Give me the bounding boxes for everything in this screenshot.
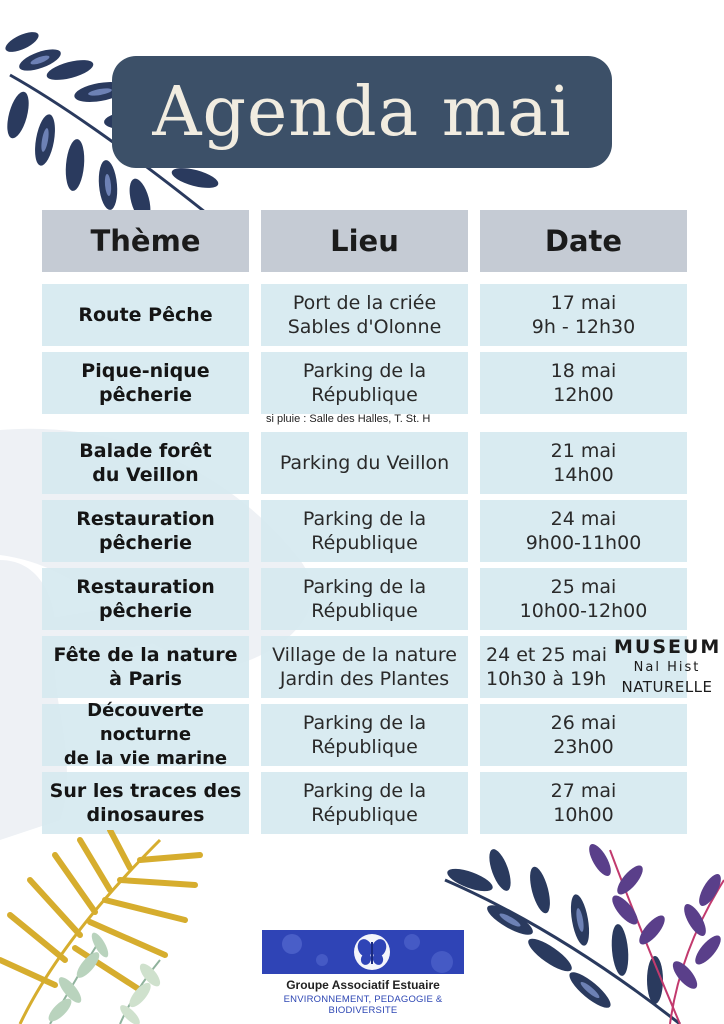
row-8-lieu bbox=[261, 772, 468, 834]
row-7-lieu-line-1: Parking de la bbox=[302, 712, 427, 734]
row-3-lieu bbox=[261, 432, 468, 494]
row-1-date-line-1: 17 mai bbox=[550, 292, 617, 314]
row-5-lieu bbox=[261, 568, 468, 630]
row-2-lieu bbox=[261, 352, 468, 414]
row-5-date bbox=[480, 568, 687, 630]
row-7-theme-line-2: de la vie marine bbox=[63, 748, 228, 769]
row-3-theme-line-1: Balade forêt bbox=[79, 440, 212, 462]
estuaire-logo bbox=[262, 930, 464, 974]
museum-logo-line-3: NATURELLE bbox=[621, 678, 713, 696]
row-7-theme-line-1: Découverte nocturne bbox=[87, 700, 204, 745]
museum-logo-line-1: MUSEUM bbox=[614, 636, 722, 658]
row-4-lieu-line-2: République bbox=[311, 532, 418, 554]
row-1-lieu-line-2: Sables d'Olonne bbox=[287, 316, 442, 338]
row-7-theme bbox=[42, 700, 249, 769]
row-2-date-line-1: 18 mai bbox=[550, 360, 617, 382]
row-8-date bbox=[480, 772, 687, 834]
row-5-theme-line-1: Restauration bbox=[76, 576, 215, 598]
footer-org-name: Groupe Associatif Estuaire bbox=[286, 978, 440, 992]
row-1-date bbox=[480, 284, 687, 346]
row-8-lieu-line-1: Parking de la bbox=[302, 780, 427, 802]
row-3-date-line-1: 21 mai bbox=[550, 440, 617, 462]
row-6-lieu-line-2: Jardin des Plantes bbox=[279, 668, 450, 690]
row-2-date-line-2: 12h00 bbox=[553, 384, 614, 406]
row-2-theme-line-2: pêcherie bbox=[99, 384, 192, 406]
row-6-date-line-2: 10h30 à 19h bbox=[486, 668, 607, 690]
row-4-lieu-line-1: Parking de la bbox=[302, 508, 427, 530]
header-theme: Thème bbox=[42, 210, 249, 272]
row-6-lieu bbox=[261, 636, 468, 698]
row-1-theme-line-1: Route Pêche bbox=[78, 304, 213, 326]
row-5-theme-line-2: pêcherie bbox=[99, 600, 192, 622]
row-8-theme-line-2: dinosaures bbox=[86, 804, 205, 826]
row-6-theme-line-1: Fête de la nature bbox=[53, 644, 238, 666]
row-7-lieu bbox=[261, 704, 468, 766]
museum-logo bbox=[614, 636, 720, 700]
leaf-branch-bottom-right-icon bbox=[440, 840, 724, 1024]
row-5-lieu-line-1: Parking de la bbox=[302, 576, 427, 598]
row-3-lieu-line-1: Parking du Veillon bbox=[279, 452, 450, 474]
row-4-date-line-1: 24 mai bbox=[550, 508, 617, 530]
row-8-theme-line-1: Sur les traces des bbox=[49, 780, 242, 802]
row-6-lieu-line-1: Village de la nature bbox=[272, 644, 457, 666]
row-2-lieu-line-1: Parking de la bbox=[302, 360, 427, 382]
header-lieu: Lieu bbox=[261, 210, 468, 272]
header-date: Date bbox=[480, 210, 687, 272]
rain-note: si pluie : Salle des Halles, T. St. H bbox=[266, 413, 431, 425]
row-4-theme-line-2: pêcherie bbox=[99, 532, 192, 554]
row-8-date-line-1: 27 mai bbox=[550, 780, 617, 802]
row-5-date-line-1: 25 mai bbox=[550, 576, 617, 598]
row-2-theme bbox=[42, 352, 249, 414]
row-3-date-line-2: 14h00 bbox=[553, 464, 614, 486]
title-banner bbox=[112, 56, 612, 168]
row-6-date-line-1: 24 et 25 mai bbox=[486, 644, 608, 666]
row-4-date bbox=[480, 500, 687, 562]
row-2-theme-line-1: Pique-nique bbox=[81, 360, 210, 382]
row-1-date-line-2: 9h - 12h30 bbox=[531, 316, 636, 338]
row-4-lieu bbox=[261, 500, 468, 562]
row-6-theme-line-2: à Paris bbox=[109, 668, 182, 690]
museum-logo-line-2: Nal Hist bbox=[633, 660, 701, 675]
row-3-date bbox=[480, 432, 687, 494]
palm-leaf-bottom-left-icon bbox=[0, 830, 230, 1024]
row-1-theme bbox=[42, 284, 249, 346]
row-2-date bbox=[480, 352, 687, 414]
row-7-date-line-2: 23h00 bbox=[553, 736, 614, 758]
row-3-theme bbox=[42, 432, 249, 494]
row-2-lieu-line-2: République bbox=[311, 384, 418, 406]
page-title: Agenda mai bbox=[152, 72, 572, 152]
row-8-lieu-line-2: République bbox=[311, 804, 418, 826]
row-5-theme bbox=[42, 568, 249, 630]
row-6-theme bbox=[42, 636, 249, 698]
row-5-lieu-line-2: République bbox=[311, 600, 418, 622]
row-1-lieu bbox=[261, 284, 468, 346]
footer-tagline: ENVIRONNEMENT, PEDAGOGIE & BIODIVERSITE bbox=[283, 994, 443, 1016]
row-4-theme bbox=[42, 500, 249, 562]
row-8-date-line-2: 10h00 bbox=[553, 804, 614, 826]
row-1-lieu-line-1: Port de la criée bbox=[292, 292, 437, 314]
row-4-date-line-2: 9h00-11h00 bbox=[525, 532, 642, 554]
row-7-date-line-1: 26 mai bbox=[550, 712, 617, 734]
row-4-theme-line-1: Restauration bbox=[76, 508, 215, 530]
row-3-theme-line-2: du Veillon bbox=[92, 464, 199, 486]
row-7-date bbox=[480, 704, 687, 766]
row-5-date-line-2: 10h00-12h00 bbox=[519, 600, 648, 622]
row-8-theme bbox=[42, 772, 249, 834]
row-7-lieu-line-2: République bbox=[311, 736, 418, 758]
